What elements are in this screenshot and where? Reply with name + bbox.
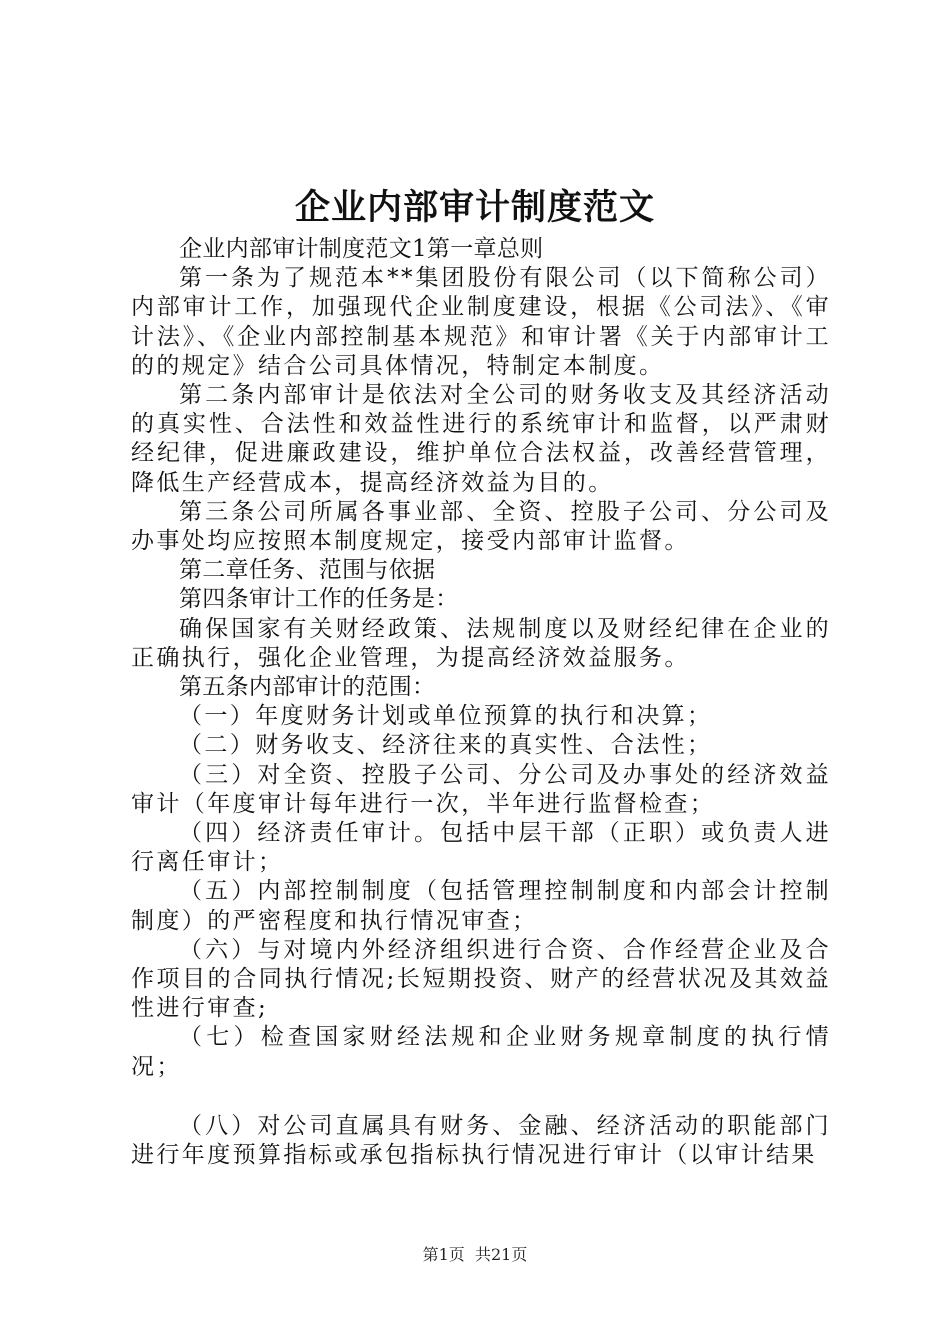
paragraph-scope-item-4: （四）经济责任审计。包括中层干部（正职）或负责人进行离任审计；: [131, 820, 831, 876]
paragraph-scope-item-5: （五）内部控制制度（包括管理控制制度和内部会计控制制度）的严密程度和执行情况审查；: [131, 878, 831, 934]
document-body: [131, 235, 831, 1170]
paragraph-chapter-2-heading: 第二章任务、范围与依据: [179, 557, 436, 584]
paragraph-article-1: 第一条为了规范本**集团股份有限公司（以下简称公司）内部审计工作，加强现代企业制度建设，根据《公司法》、《审计法》、《企业内部控制基本规范》和审计署《关于内部审计工的的规定》结合公司具体情况，特制定本制度。: [131, 265, 831, 379]
paragraph-scope-item-1: （一）年度财务计划或单位预算的执行和决算；: [179, 703, 713, 730]
paragraph-article-3: 第三条公司所属各事业部、全资、控股子公司、分公司及办事处均应按照本制度规定，接受内部审计监督。: [131, 498, 831, 555]
paragraph-article-4-content: 确保国家有关财经政策、法规制度以及财经纪律在企业的正确执行，强化企业管理，为提高经济效益服务。: [131, 615, 831, 671]
paragraph-article-4: 第四条审计工作的任务是：: [179, 586, 459, 613]
paragraph-scope-item-8: （八）对公司直属具有财务、金融、经济活动的职能部门进行年度预算指标或承包指标执行情况进行审计（以审计结果: [131, 1112, 831, 1169]
document-title: 企业内部审计制度范文: [294, 187, 655, 228]
paragraph-scope-item-7: （七）检查国家财经法规和企业财务规章制度的执行情况；: [131, 1024, 831, 1080]
paragraph-article-2: 第二条内部审计是依法对全公司的财务收支及其经济活动的真实性、合法性和效益性进行的系统审计和监督，以严肃财经纪律，促进廉政建设，维护单位合法权益，改善经营管理，降低生产经营成本，提高经济效益为目的。: [131, 382, 831, 496]
paragraph-article-5: 第五条内部审计的范围：: [179, 674, 436, 701]
page-total: 共21页: [474, 1245, 528, 1264]
page-number: 第1页: [422, 1245, 465, 1264]
paragraph-intro: 企业内部审计制度范文1第一章总则: [179, 236, 544, 262]
paragraph-scope-item-2: （二）财务收支、经济往来的真实性、合法性；: [179, 732, 713, 759]
page-footer: [0, 1245, 950, 1265]
paragraph-scope-item-3: （三）对全资、控股子公司、分公司及办事处的经济效益审计（年度审计每年进行一次，半年进行监督检查；: [131, 761, 831, 817]
paragraph-scope-item-6: （六）与对境内外经济组织进行合资、合作经营企业及合作项目的合同执行情况;长短期投资、财产的经营状况及其效益性进行审查;: [131, 936, 831, 1022]
